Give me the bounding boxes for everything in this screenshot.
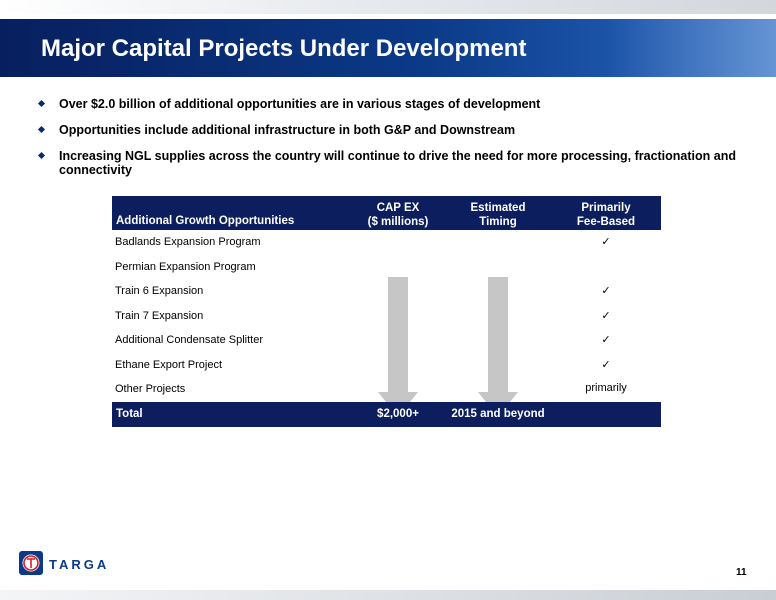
bullet-item [38,97,750,111]
project-name: Ethane Export Project [115,358,223,371]
header-fee-based [560,201,652,229]
diamond-bullet-icon [38,152,45,159]
header-capex [357,201,439,229]
project-name: Badlands Expansion Program [115,236,261,248]
diamond-bullet-icon [38,126,45,133]
project-name: Train 6 Expansion [115,285,204,297]
project-name: Additional Condensate Splitter [115,334,263,346]
bottom-decorative-bar [0,590,776,600]
page-number: 11 [736,567,747,578]
header-fee-line2: Fee-Based [576,216,636,228]
logo-wordmark: TARGA [49,557,110,572]
table-row [112,230,661,255]
project-name: Other Projects [115,383,186,395]
total-timing: 2015 and beyond [451,408,545,420]
top-decorative-bar [0,0,776,14]
header-timing [453,201,543,229]
diamond-bullet-icon [38,100,45,107]
targa-logo-icon [18,550,44,576]
fee-based-check: ✓ [601,285,611,297]
header-capex-line2: ($ millions) [367,216,429,228]
fee-based-check: ✓ [601,358,611,371]
table-row [112,255,661,280]
table-body [112,230,661,402]
header-growth-opportunities: Additional Growth Opportunities [116,215,295,227]
fee-based-check: ✓ [601,309,611,322]
table-total-row [112,402,661,427]
bullet-text: Increasing NGL supplies across the country will continue to drive the need for more processing, fractionation and connectivity [59,149,736,177]
bullet-list [38,97,750,189]
header-fee-line1: Primarily [581,202,631,214]
header-capex-line1: CAP EX [376,202,420,214]
bullet-item [38,123,750,137]
slide-title: Major Capital Projects Under Development [41,35,527,62]
total-label: Total [116,408,143,420]
capex-down-arrow-icon [378,277,418,417]
table-header [112,196,661,230]
fee-based-check: ✓ [601,236,611,248]
targa-logo [18,550,128,578]
bullet-text: Opportunities include additional infrastructure in both G&P and Downstream [59,123,516,137]
header-timing-line1: Estimated [470,202,526,214]
bullet-text: Over $2.0 billion of additional opportunities are in various stages of development [59,97,541,111]
total-capex: $2,000+ [377,408,419,420]
project-name: Permian Expansion Program [115,260,256,273]
bullet-item [38,149,750,177]
timing-down-arrow-icon [478,277,518,417]
fee-based-check: ✓ [601,334,611,346]
growth-opportunities-table [112,196,661,427]
project-name: Train 7 Expansion [115,309,204,322]
fee-based-value: primarily [585,382,627,394]
header-timing-line2: Timing [479,216,517,228]
title-band-shine [606,19,776,77]
